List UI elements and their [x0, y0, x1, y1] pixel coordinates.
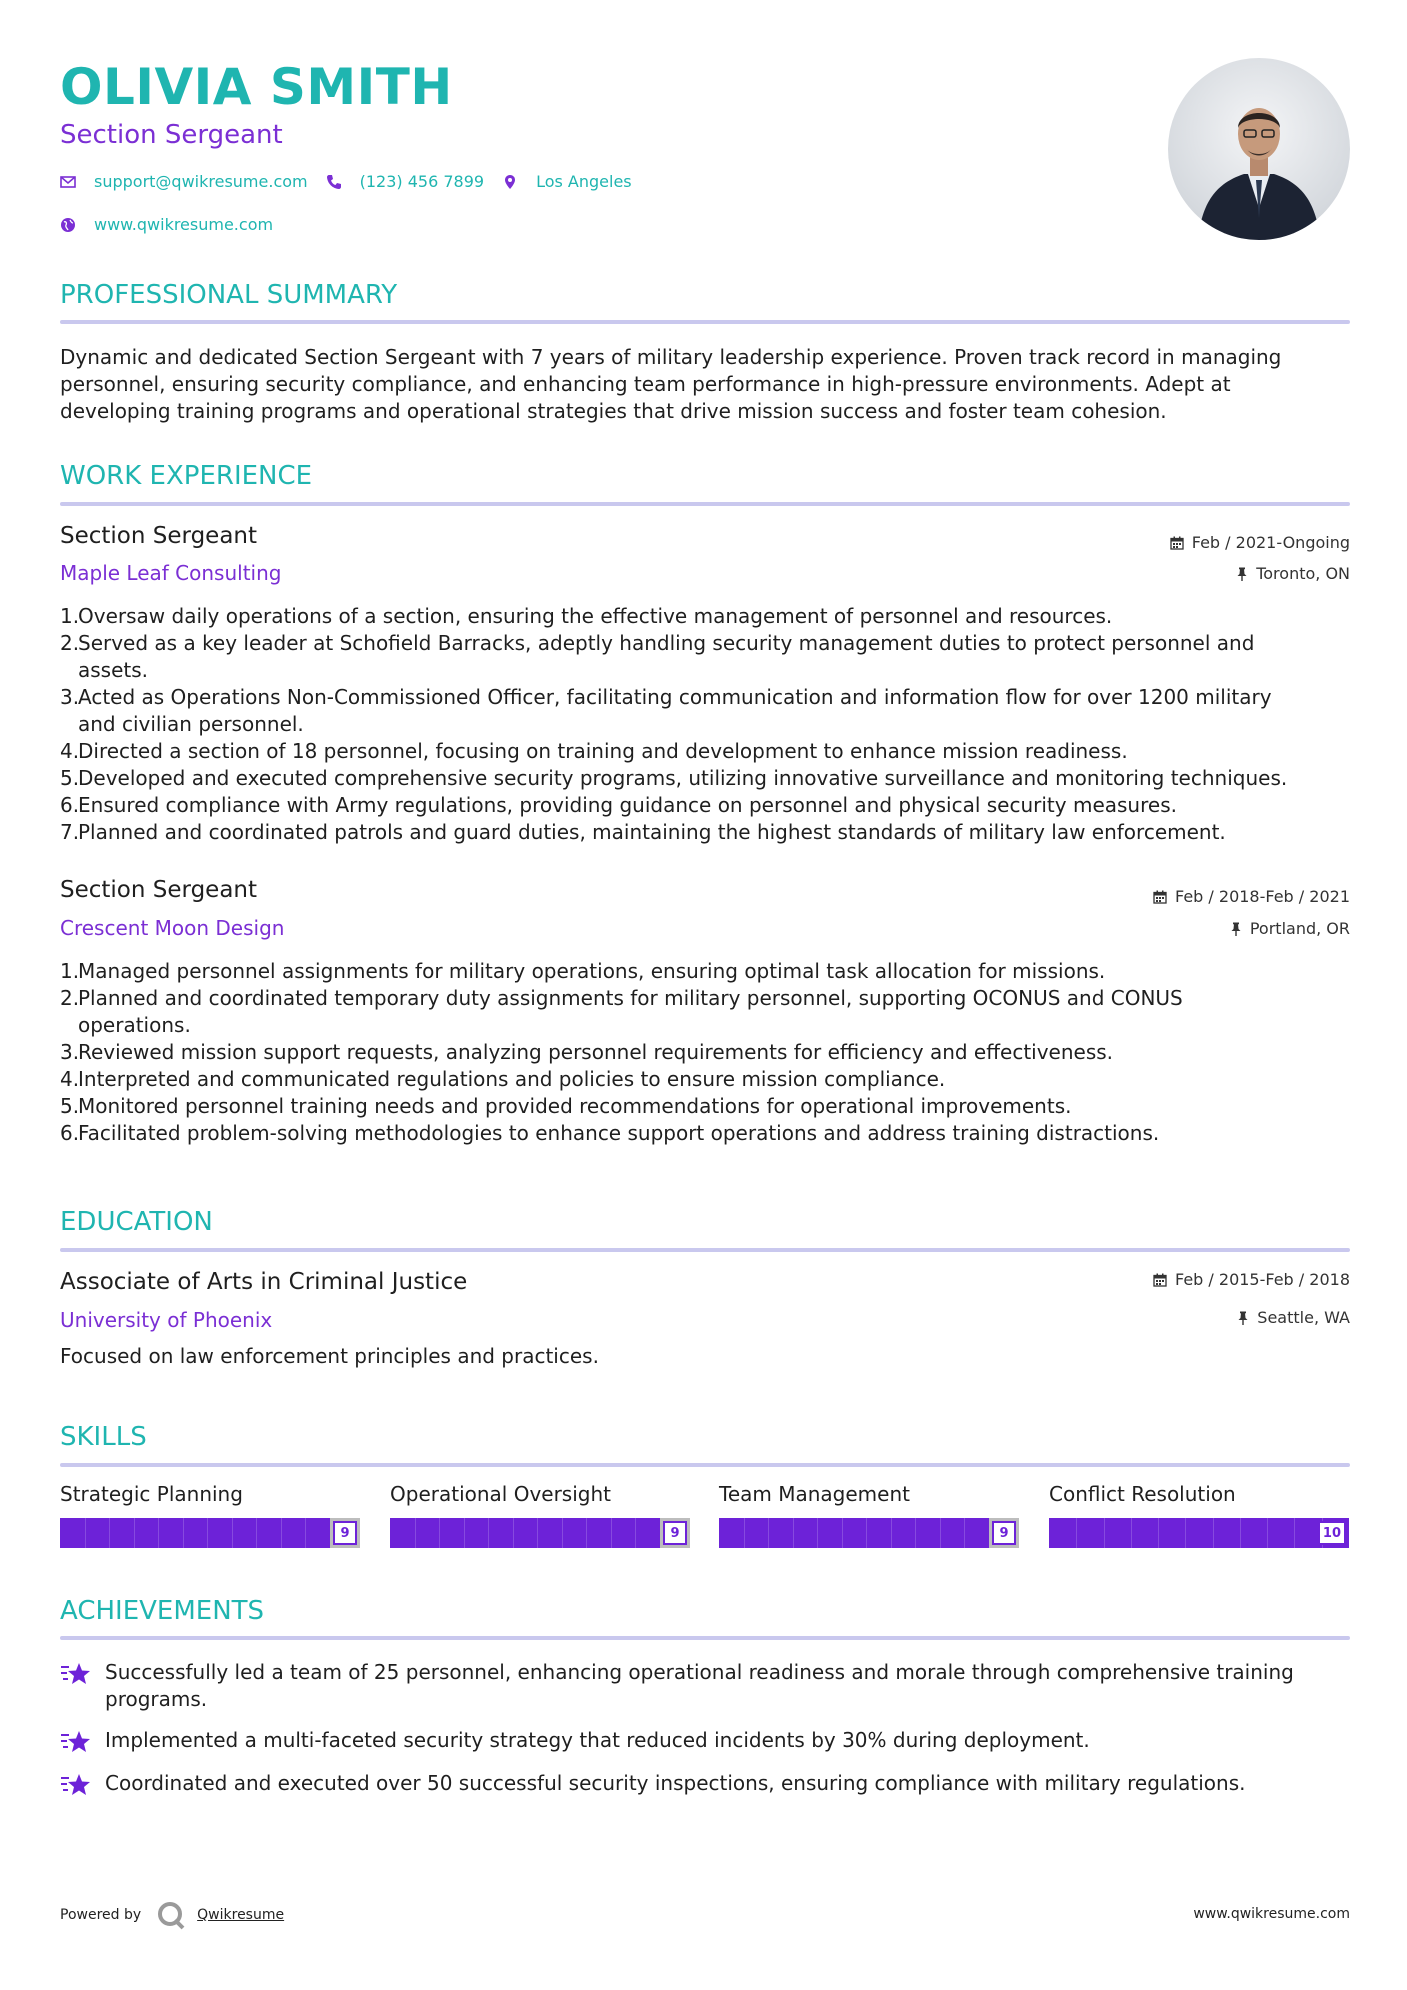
skill-level-fill — [390, 1518, 660, 1548]
job-bullets — [60, 603, 1350, 846]
website-text[interactable]: www.qwikresume.com — [94, 215, 274, 234]
skill-bar-segment — [842, 1518, 843, 1548]
phone-icon — [326, 174, 342, 190]
candidate-name: OLIVIA SMITH — [60, 58, 453, 116]
achievement-text: Successfully led a team of 25 personnel, enhancing operational readiness and morale through comprehensive training programs. — [105, 1660, 1294, 1711]
skill-bar-segment — [964, 1518, 965, 1548]
list-item: 1. Oversaw daily operations of a section, ensuring the effective management of personnel and resources. — [60, 604, 1113, 628]
skill-bar-segment — [1267, 1518, 1268, 1548]
footer-powered-by — [60, 1900, 284, 1930]
email-contact[interactable] — [60, 172, 308, 191]
skill-bar-segment — [1240, 1518, 1241, 1548]
list-item: 4. Directed a section of 18 personnel, focusing on training and development to enhance mission readiness. — [60, 739, 1128, 763]
skill-bar-segment — [305, 1518, 306, 1548]
skill-bar-segment — [915, 1518, 916, 1548]
person-portrait — [1168, 58, 1350, 240]
calendar-icon — [1153, 890, 1167, 904]
section-divider — [60, 1248, 1350, 1252]
list-item: operations. — [78, 1013, 191, 1037]
skill-bar-segment — [281, 1518, 282, 1548]
globe-icon — [60, 217, 76, 233]
skill-bar-segment — [891, 1518, 892, 1548]
section-divider — [60, 320, 1350, 324]
skill-level-fill — [1049, 1518, 1349, 1548]
email-text[interactable]: support@qwikresume.com — [94, 172, 308, 191]
skill-item — [719, 1482, 1019, 1548]
list-item: 3. Reviewed mission support requests, analyzing personnel requirements for efficiency and effectiveness. — [60, 1040, 1114, 1064]
skill-item — [390, 1482, 690, 1548]
map-pin-icon — [502, 174, 518, 190]
job-dates — [1170, 533, 1350, 552]
section-divider — [60, 502, 1350, 506]
skill-bar-segment — [1076, 1518, 1077, 1548]
skill-label: Operational Oversight — [390, 1482, 611, 1506]
phone-contact — [326, 172, 484, 191]
location-text: Los Angeles — [536, 172, 632, 191]
job-company: Maple Leaf Consulting — [60, 561, 282, 585]
skill-bar-segment — [562, 1518, 563, 1548]
skill-score-badge: 9 — [992, 1521, 1016, 1545]
skill-bar-segment — [464, 1518, 465, 1548]
pushpin-icon — [1236, 567, 1248, 581]
profile-photo — [1168, 58, 1350, 240]
calendar-icon — [1153, 1273, 1167, 1287]
skill-bar-segment — [635, 1518, 636, 1548]
education-location-text: Seattle, WA — [1257, 1308, 1350, 1327]
skill-bar-segment — [793, 1518, 794, 1548]
summary-heading: PROFESSIONAL SUMMARY — [60, 280, 398, 310]
calendar-icon — [1170, 536, 1184, 550]
skill-label: Strategic Planning — [60, 1482, 243, 1506]
skill-item — [60, 1482, 360, 1548]
website-row — [60, 215, 291, 234]
job-dates — [1153, 887, 1350, 906]
star-icon — [60, 1770, 105, 1805]
skill-bar-segment — [158, 1518, 159, 1548]
skill-bar-segment — [415, 1518, 416, 1548]
skill-bar-segment — [1158, 1518, 1159, 1548]
location-contact — [502, 172, 632, 191]
skill-bar-segment — [439, 1518, 440, 1548]
candidate-title: Section Sergeant — [60, 120, 283, 150]
skill-bar-segment — [134, 1518, 135, 1548]
skill-level-fill — [60, 1518, 330, 1548]
section-divider — [60, 1463, 1350, 1467]
skill-bar-segment — [1185, 1518, 1186, 1548]
skills-heading: SKILLS — [60, 1422, 147, 1452]
powered-by-label: Powered by — [60, 1907, 142, 1923]
achievements-heading: ACHIEVEMENTS — [60, 1596, 265, 1626]
job-location — [1236, 564, 1350, 583]
skill-level-bar — [719, 1518, 1019, 1548]
phone-text: (123) 456 7899 — [359, 172, 485, 191]
list-item: assets. — [78, 658, 149, 682]
pushpin-icon — [1230, 922, 1242, 936]
skill-level-bar — [390, 1518, 690, 1548]
skill-bar-segment — [183, 1518, 184, 1548]
skill-bar-segment — [1213, 1518, 1214, 1548]
skill-bar-segment — [586, 1518, 587, 1548]
list-item: 2. Planned and coordinated temporary duty assignments for military personnel, supporting OCONUS and CONUS — [60, 986, 1183, 1010]
summary-line: developing training programs and operational strategies that drive mission success and foster team cohesion. — [60, 399, 1167, 423]
job-dates-text: Feb / 2021-Ongoing — [1191, 533, 1350, 552]
job-location-text: Toronto, ON — [1256, 564, 1350, 583]
skill-label: Team Management — [719, 1482, 910, 1506]
skill-bar-segment — [256, 1518, 257, 1548]
skill-score-badge: 9 — [663, 1521, 687, 1545]
skill-bar-segment — [513, 1518, 514, 1548]
skill-score-badge: 10 — [1318, 1521, 1346, 1545]
qwikresume-logo-icon — [155, 1900, 189, 1930]
list-item: 4. Interpreted and communicated regulations and policies to ensure mission compliance. — [60, 1067, 946, 1091]
job-bullets — [60, 958, 1350, 1147]
contact-row — [60, 172, 650, 191]
skill-item — [1049, 1482, 1349, 1548]
list-item: 5. Developed and executed comprehensive security programs, utilizing innovative surveillance and monitoring techniques. — [60, 766, 1288, 790]
skill-score-badge: 9 — [333, 1521, 357, 1545]
education-location — [1237, 1308, 1350, 1327]
footer-website[interactable]: www.qwikresume.com — [1193, 1906, 1350, 1922]
skill-bar-segment — [866, 1518, 867, 1548]
list-item: 1. Managed personnel assignments for military operations, ensuring optimal task allocation for missions. — [60, 959, 1106, 983]
skill-level-fill — [719, 1518, 989, 1548]
education-dates — [1153, 1270, 1350, 1289]
list-item: 5. Monitored personnel training needs and provided recommendations for operational improvements. — [60, 1094, 1072, 1118]
education-dates-text: Feb / 2015-Feb / 2018 — [1175, 1270, 1350, 1289]
list-item: 2. Served as a key leader at Schofield Barracks, adeptly handling security management duties to protect personnel and — [60, 631, 1255, 655]
achievement-item — [60, 1659, 1350, 1713]
skill-bar-segment — [817, 1518, 818, 1548]
list-item: 6. Facilitated problem-solving methodologies to enhance support operations and address training distractions. — [60, 1121, 1160, 1145]
summary-line: personnel, ensuring security compliance, and enhancing team performance in high-pressure environments. Adept at — [60, 372, 1231, 396]
achievement-text: Coordinated and executed over 50 successful security inspections, ensuring compliance with military regulations. — [105, 1771, 1246, 1795]
website-contact[interactable] — [60, 215, 273, 234]
skill-bar-segment — [768, 1518, 769, 1548]
star-icon — [60, 1659, 105, 1713]
pushpin-icon — [1237, 1311, 1249, 1325]
summary-text — [60, 344, 1350, 425]
education-heading: EDUCATION — [60, 1207, 213, 1237]
job-company: Crescent Moon Design — [60, 916, 285, 940]
list-item: 6. Ensured compliance with Army regulations, providing guidance on personnel and physical security measures. — [60, 793, 1177, 817]
job-title: Section Sergeant — [60, 877, 258, 903]
skill-bar-segment — [488, 1518, 489, 1548]
degree-title: Associate of Arts in Criminal Justice — [60, 1269, 468, 1295]
skill-bar-segment — [940, 1518, 941, 1548]
experience-heading: WORK EXPERIENCE — [60, 461, 313, 491]
skill-bar-segment — [744, 1518, 745, 1548]
envelope-icon — [60, 174, 76, 190]
school-name: University of Phoenix — [60, 1308, 273, 1332]
achievement-item — [60, 1770, 1350, 1805]
skill-bar-segment — [537, 1518, 538, 1548]
job-location — [1230, 919, 1350, 938]
job-title: Section Sergeant — [60, 523, 258, 549]
skill-bar-segment — [1294, 1518, 1295, 1548]
skill-bar-segment — [109, 1518, 110, 1548]
job-dates-text: Feb / 2018-Feb / 2021 — [1175, 887, 1350, 906]
section-divider — [60, 1636, 1350, 1640]
skill-bar-segment — [1131, 1518, 1132, 1548]
education-description: Focused on law enforcement principles and practices. — [60, 1344, 599, 1368]
skill-bar-segment — [611, 1518, 612, 1548]
skill-level-bar — [60, 1518, 360, 1548]
star-icon — [60, 1727, 105, 1762]
list-item: 7. Planned and coordinated patrols and guard duties, maintaining the highest standards of military law enforcement. — [60, 820, 1226, 844]
skill-level-bar — [1049, 1518, 1349, 1548]
skill-bar-segment — [1104, 1518, 1105, 1548]
skill-bar-segment — [232, 1518, 233, 1548]
achievement-item — [60, 1727, 1350, 1762]
list-item: 3. Acted as Operations Non-Commissioned Officer, facilitating communication and information flow for over 1200 military — [60, 685, 1272, 709]
skill-bar-segment — [85, 1518, 86, 1548]
list-item: and civilian personnel. — [78, 712, 304, 736]
skill-bar-segment — [207, 1518, 208, 1548]
job-location-text: Portland, OR — [1249, 919, 1350, 938]
achievement-text: Implemented a multi-faceted security strategy that reduced incidents by 30% during deployment. — [105, 1728, 1090, 1752]
qwikresume-link[interactable]: Qwikresume — [197, 1907, 285, 1923]
summary-line: Dynamic and dedicated Section Sergeant with 7 years of military leadership experience. Proven track record in managing — [60, 345, 1282, 369]
skill-label: Conflict Resolution — [1049, 1482, 1236, 1506]
